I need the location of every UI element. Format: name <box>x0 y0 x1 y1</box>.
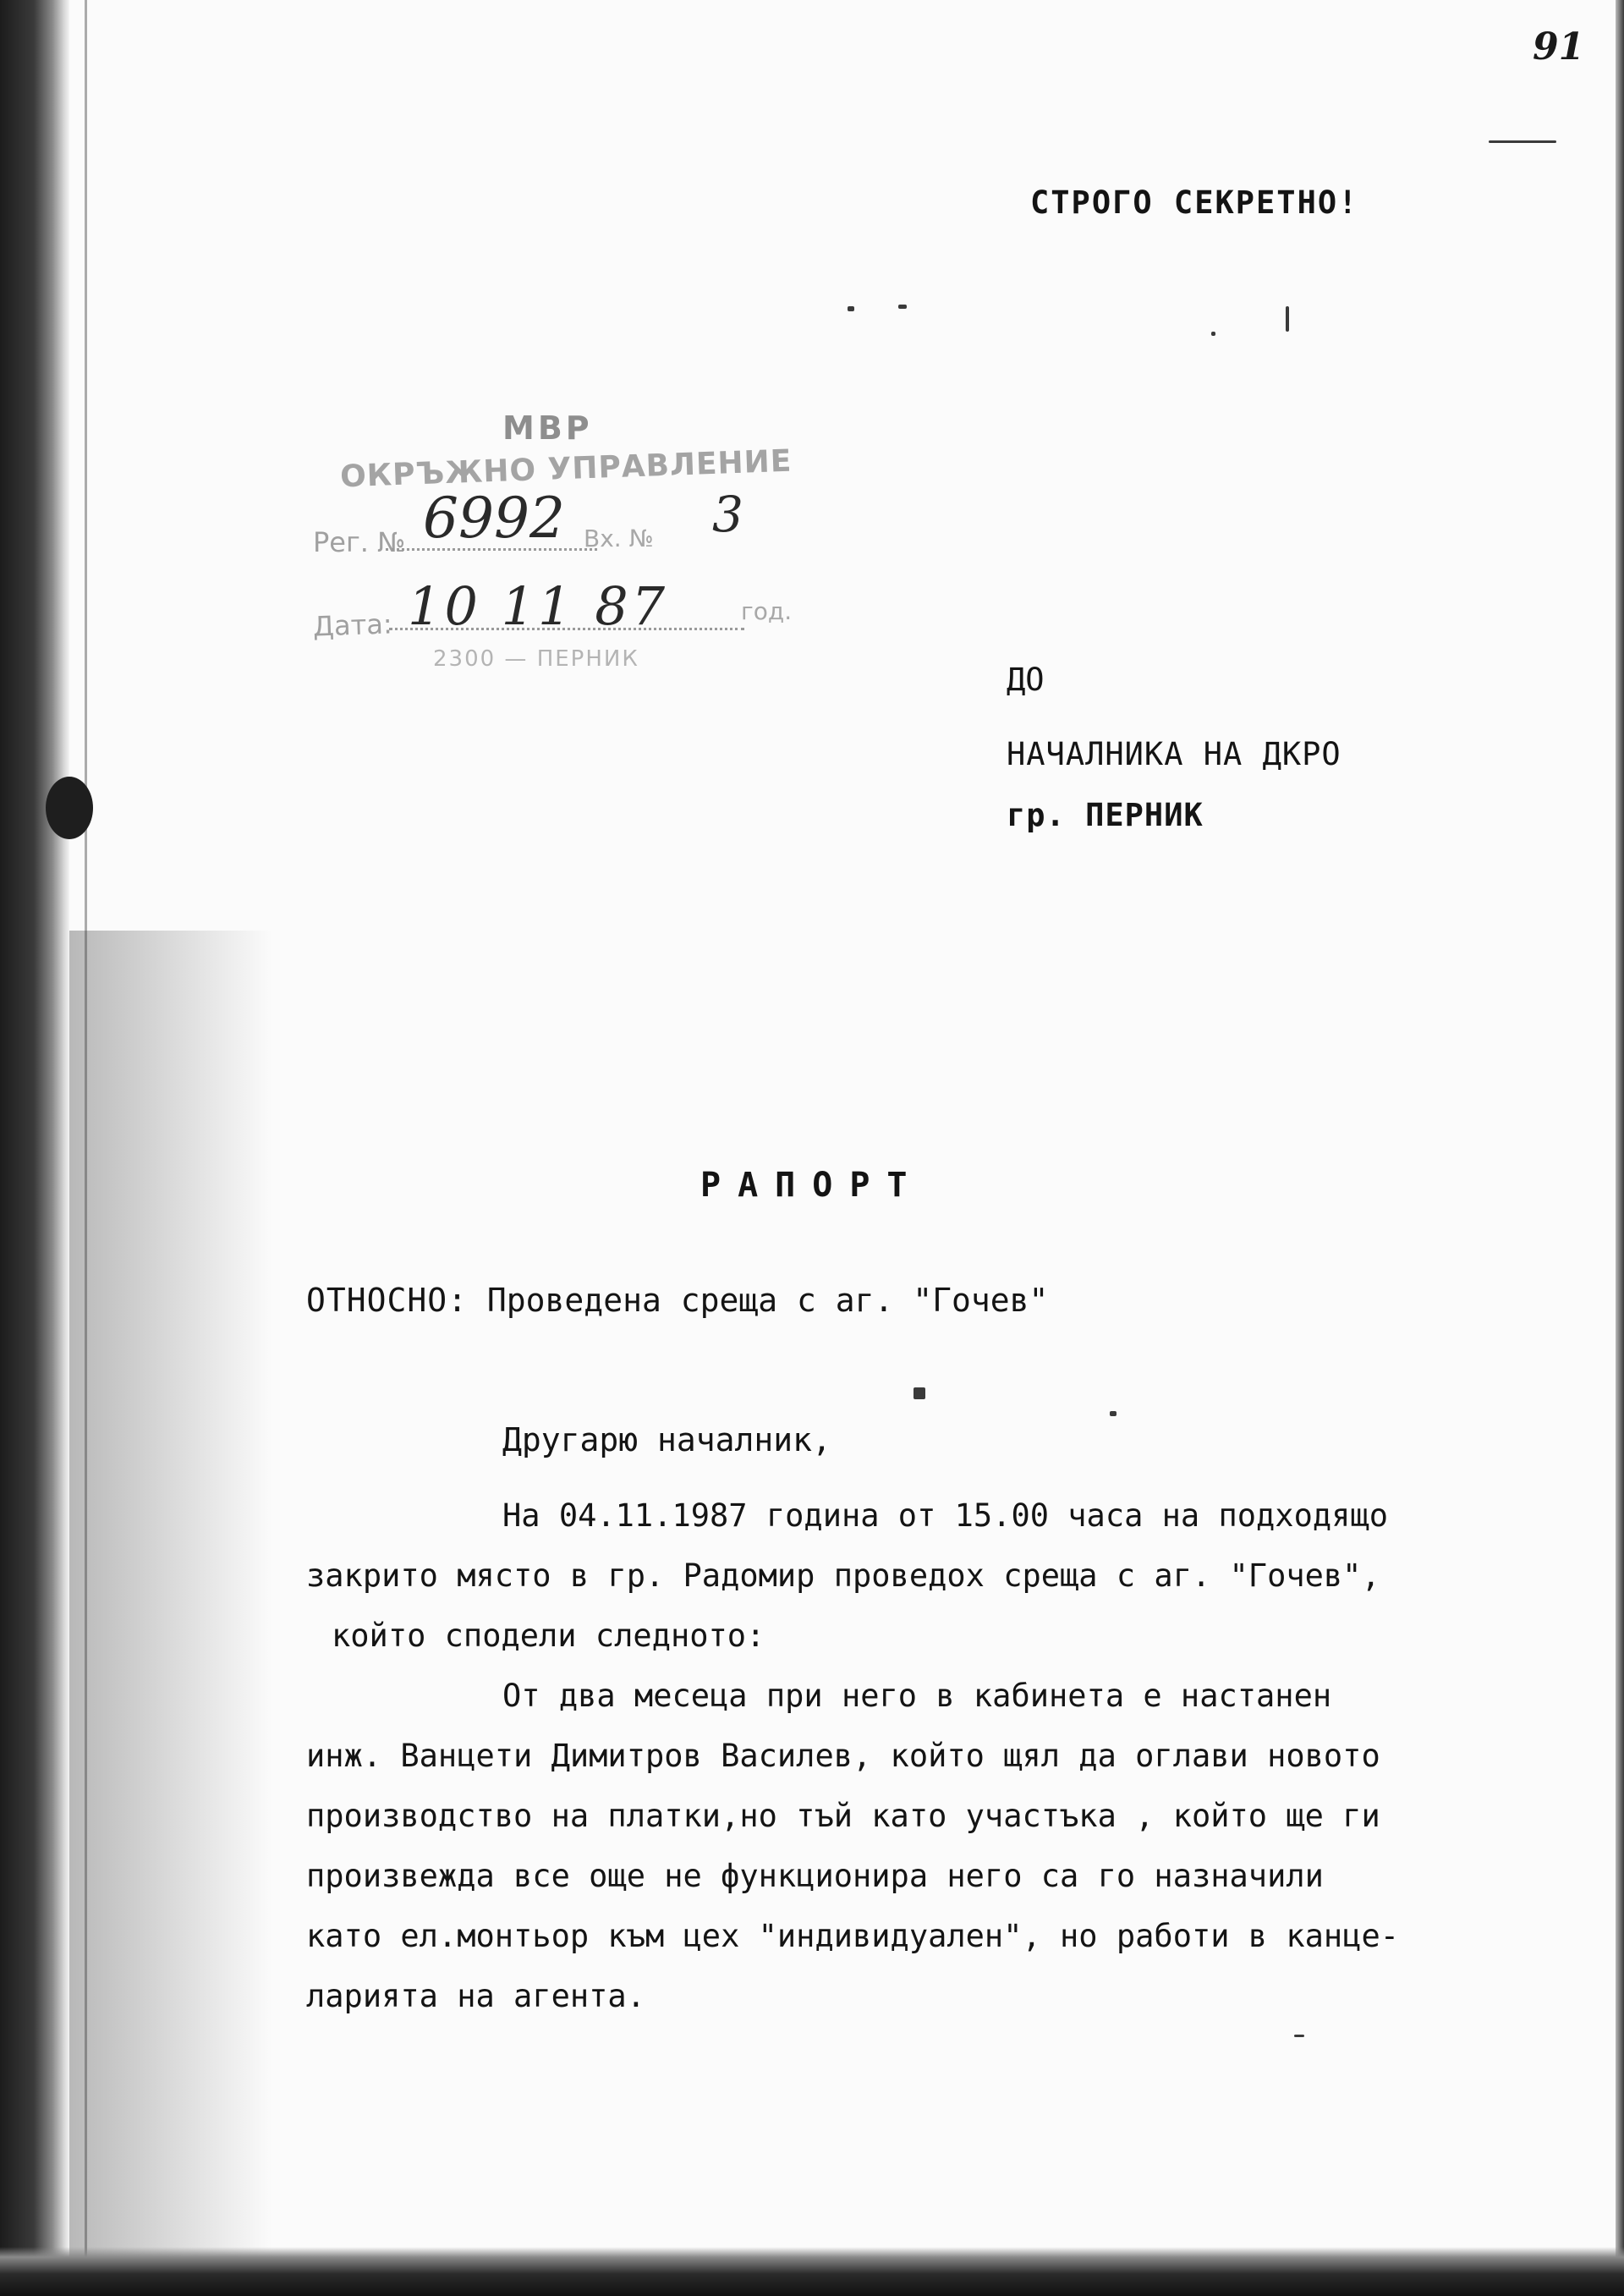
body-line: закрито място в гр. Радомир проведох среща с аг. "Гочев", <box>306 1557 1380 1594</box>
stamp-city: 2300 — ПЕРНИК <box>433 646 639 672</box>
scan-speck <box>1489 140 1556 143</box>
classification-marking: СТРОГО СЕКРЕТНО! <box>1030 184 1359 221</box>
scan-speck <box>914 1387 925 1399</box>
subject-label: ОТНОСНО: <box>306 1282 469 1319</box>
report-body <box>306 1486 1575 2026</box>
body-line: ларията на агента. <box>306 1978 645 2014</box>
scan-speck <box>1294 2035 1304 2037</box>
stamp-date-label: Дата: <box>312 607 393 643</box>
page-number: 91 <box>1533 25 1585 69</box>
addressee-to: ДО <box>1007 662 1045 698</box>
stamp-date: 10 11 87 <box>408 575 669 637</box>
addressee-recipient: НАЧАЛНИКА НА ДКРО <box>1007 736 1341 772</box>
scan-speck <box>1110 1411 1116 1416</box>
addressee-city: гр. ПЕРНИК <box>1007 797 1204 833</box>
salutation: Другарю началник, <box>502 1421 831 1458</box>
scan-shadow <box>69 931 272 2296</box>
scan-bottom-edge <box>0 2247 1624 2296</box>
stamp-department: ОКРЪЖНО УПРАВЛЕНИЕ <box>339 443 793 495</box>
document-title: РАПОРТ <box>700 1166 924 1205</box>
scan-binding-edge <box>0 0 69 2296</box>
body-line: От два месеца при него в кабинета е настанен <box>502 1678 1332 1714</box>
punch-hole <box>46 777 93 839</box>
stamp-vh-number: 3 <box>712 486 743 543</box>
stamp-organization: МВР <box>502 409 593 447</box>
scan-speck <box>1286 306 1289 332</box>
stamp-reg-number: 6992 <box>423 486 565 551</box>
body-line: като ел.монтьор към цех "индивидуален", но работи в канце- <box>306 1918 1400 1954</box>
scan-right-edge <box>1616 0 1624 2296</box>
body-line: инж. Ванцети Димитров Василев, който щял да оглави новото <box>306 1738 1380 1774</box>
stamp-reg-label: Рег. № <box>313 526 406 558</box>
stamp-vh-label: Вх. № <box>584 525 654 552</box>
subject-text: Проведена среща с аг. "Гочев" <box>486 1282 1049 1319</box>
stamp-year-suffix: год. <box>741 597 793 625</box>
scan-speck <box>898 305 907 309</box>
body-line: който сподели следното: <box>332 1618 765 1654</box>
body-line: производство на платки,но тъй като участъка , който ще ги <box>306 1798 1380 1834</box>
body-line: На 04.11.1987 година от 15.00 часа на подходящо <box>502 1497 1388 1534</box>
registration-stamp <box>304 398 812 685</box>
subject-line <box>306 1282 1048 1319</box>
body-line: произвежда все още не функционира него са го назначили <box>306 1858 1324 1894</box>
scan-speck <box>848 306 854 311</box>
scan-speck <box>1211 332 1215 336</box>
